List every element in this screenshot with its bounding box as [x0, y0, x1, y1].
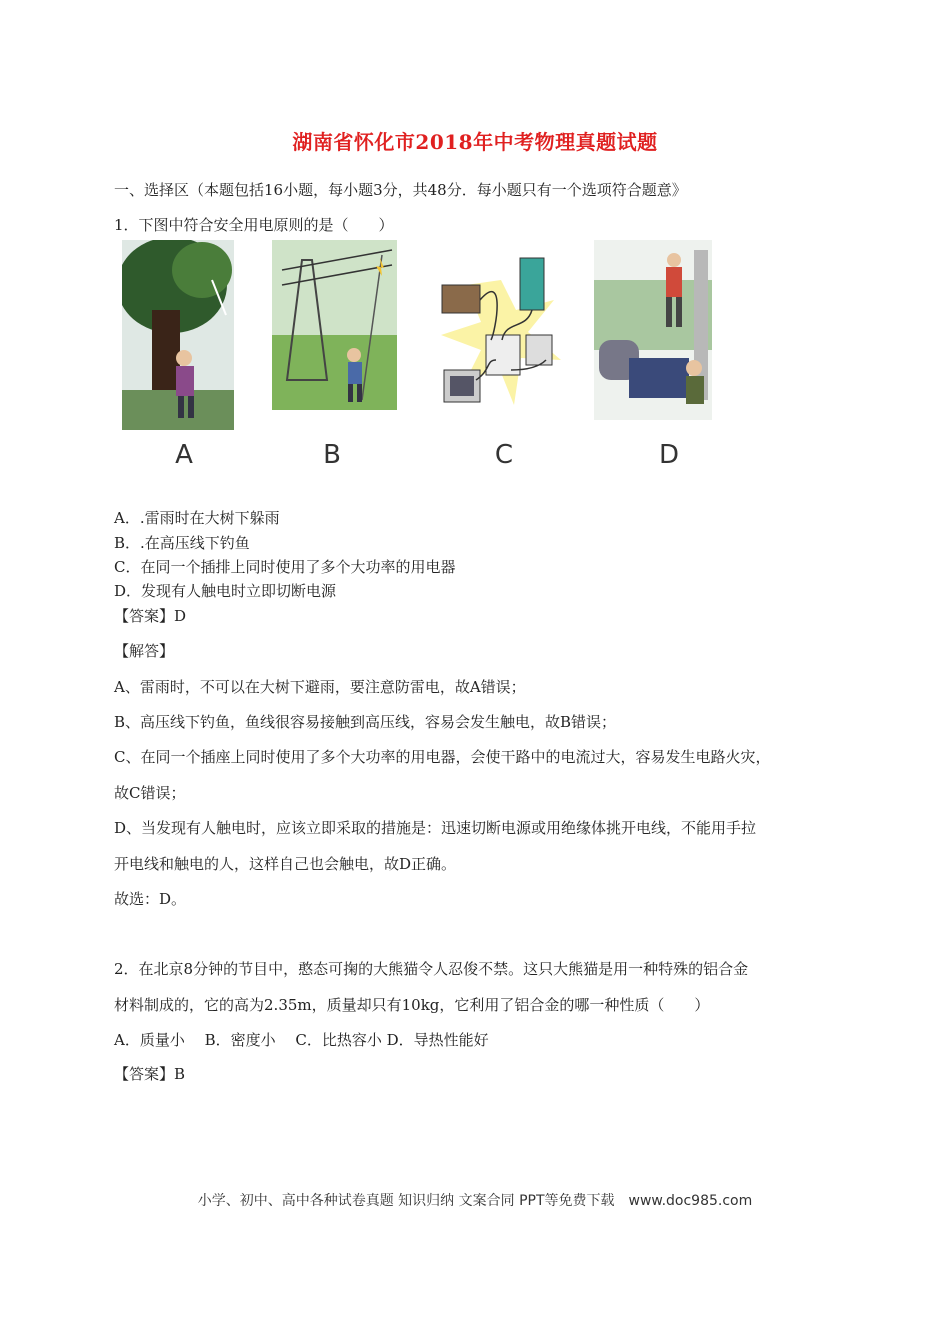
q1-conclusion: 故选：D。	[114, 890, 187, 908]
q1-answer: 【答案】D	[114, 607, 187, 625]
q1-analysis-line: 故C错误；	[114, 784, 186, 802]
figure-label-a: A	[175, 440, 193, 470]
figure-label-d: D	[658, 440, 680, 470]
q1-analysis-line: 开电线和触电的人，这样自己也会触电，故D正确。	[114, 855, 457, 873]
figure-c-overload-image	[436, 240, 566, 420]
figure-label-b: B	[323, 440, 341, 470]
q1-analysis-line: A、雷雨时，不可以在大树下避雨，要注意防雷电，故A错误；	[114, 678, 526, 696]
q2-stem-line2: 材料制成的，它的高为2.35m，质量却只有10kg，它利用了铝合金的哪一种性质（ ）	[114, 996, 710, 1014]
q1-analysis-line: C、在同一个插座上同时使用了多个大功率的用电器，会使干路中的电流过大，容易发生电路火灾，	[114, 748, 771, 766]
figure-a-tree-image	[122, 240, 234, 430]
figure-b-powerline-image	[272, 240, 397, 410]
q2-options: A．质量小 B．密度小 C．比热容小 D．导热性能好	[114, 1031, 489, 1049]
figure-label-c: C	[494, 440, 514, 470]
q1-analysis-label: 【解答】	[114, 642, 175, 660]
q1-option-b: B．.在高压线下钓鱼	[114, 534, 250, 552]
q1-figure-group	[114, 240, 734, 480]
document-title: 湖南省怀化市2018年中考物理真题试题	[292, 130, 658, 154]
q1-option-a: A．.雷雨时在大树下躲雨	[114, 509, 280, 527]
section-header: 一、选择区（本题包括16小题，每小题3分，共48分．每小题只有一个选项符合题意》	[114, 181, 687, 199]
figure-d-cutoff-image	[594, 240, 712, 420]
page-footer: 小学、初中、高中各种试卷真题 知识归纳 文案合同 PPT等免费下载 www.doc985.com	[197, 1193, 753, 1209]
q2-stem-line1: 2．在北京8分钟的节目中，憨态可掬的大熊猫令人忍俊不禁。这只大熊猫是用一种特殊的铝合金	[114, 960, 749, 978]
q2-answer: 【答案】B	[114, 1065, 186, 1083]
q1-option-c: C．在同一个插排上同时使用了多个大功率的用电器	[114, 558, 456, 576]
q1-option-d: D．发现有人触电时立即切断电源	[114, 582, 337, 600]
q1-analysis-line: D、当发现有人触电时，应该立即采取的措施是：迅速切断电源或用绝缘体挑开电线，不能用手拉	[114, 819, 757, 837]
q1-stem: 1．下图中符合安全用电原则的是（ ）	[114, 216, 394, 234]
q1-analysis-line: B、高压线下钓鱼，鱼线很容易接触到高压线，容易会发生触电，故B错误；	[114, 713, 617, 731]
